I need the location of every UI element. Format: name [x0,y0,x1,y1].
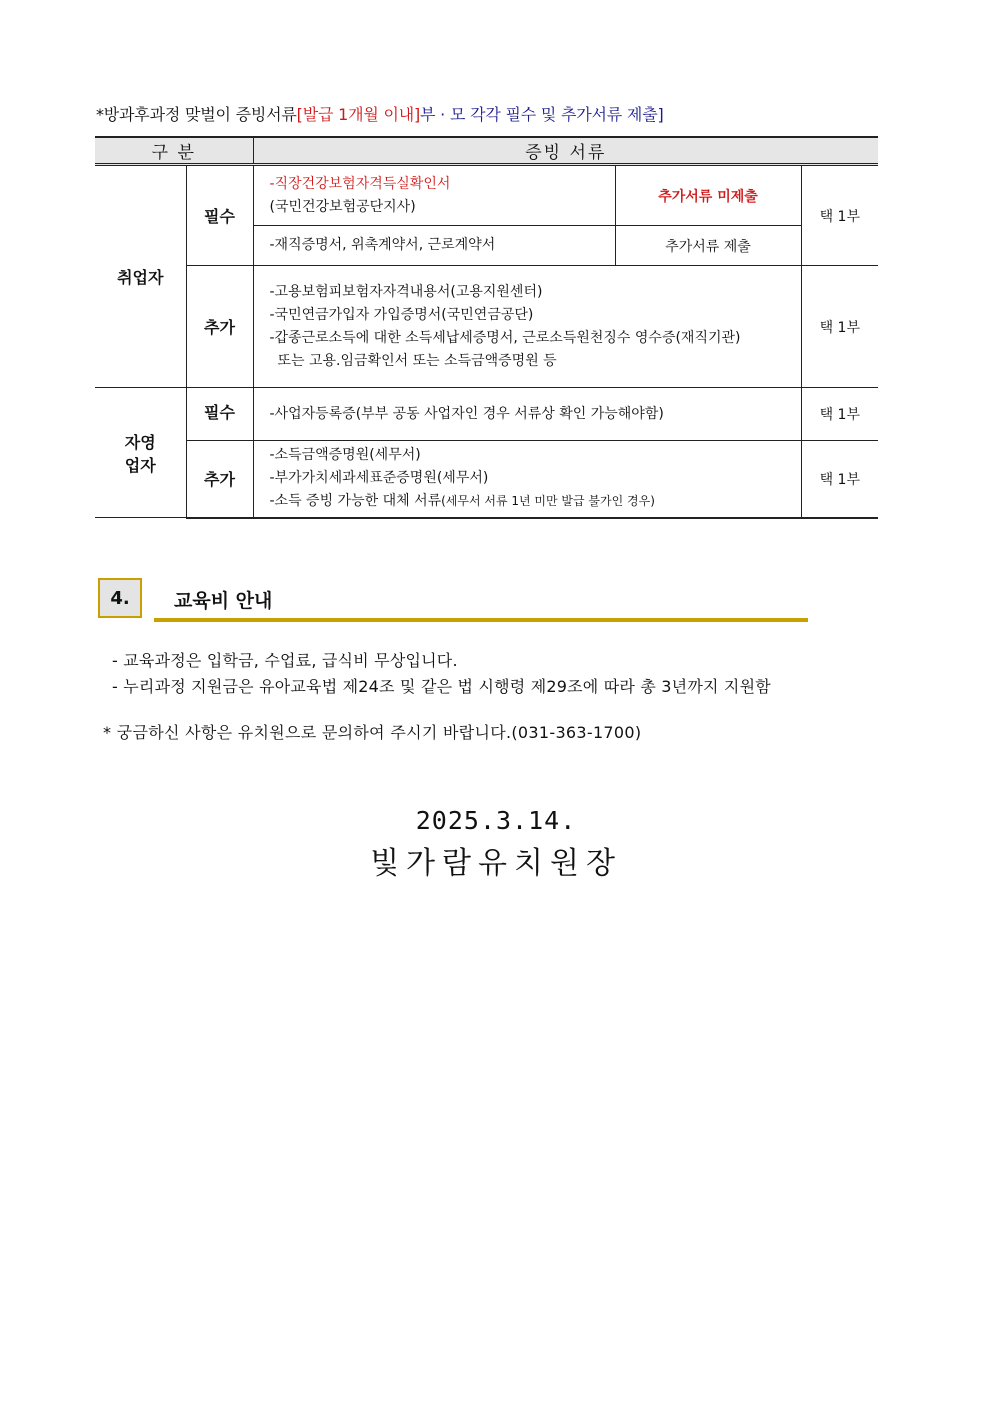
heading-issue-period: [발급 1개월 이내] [296,105,421,124]
employee-required-docs-2: -재직증명서, 위촉계약서, 근로계약서 [253,226,615,266]
employee-required-count: 택 1부 [801,165,878,266]
group-label-line: 자영 [124,432,156,452]
employee-group-label: 취업자 [95,165,186,388]
self-employed-extra-label: 추가 [186,441,253,518]
proof-documents-table [95,136,878,519]
table-row [95,266,878,388]
heading-requirement: 부 · 모 각각 필수 및 추가서류 제출] [420,105,664,124]
doc-line: -갑종근로소득에 대한 소득세납세증명서, 근로소득원천징수 영수증(재직기관) [269,329,741,346]
table-header-row [95,137,878,165]
document-date: 2025.3.14. [415,806,577,835]
employee-extra-label: 추가 [186,266,253,388]
section-number-badge: 4. [98,578,142,618]
doc-line: -국민연금가입자 가입증명서(국민연금공단) [269,306,534,323]
employee-note-no-extra: 추가서류 미제출 [615,165,801,226]
self-employed-group-label [95,388,186,518]
employee-required-docs-1 [253,165,615,226]
employee-note-with-extra: 추가서류 제출 [615,226,801,266]
self-employed-required-count: 택 1부 [801,388,878,441]
self-employed-required-label: 필수 [186,388,253,441]
doc-line: -직장건강보험자격득실확인서 [269,175,451,192]
section-title: 교육비 안내 [174,590,273,612]
list-item: - 교육과정은 입학금, 수업료, 급식비 무상입니다. [112,651,458,670]
doc-line: (국민건강보험공단지사) [269,198,416,215]
doc-line: -부가가치세과세표준증명원(세무서) [269,470,489,487]
header-category: 구 분 [95,137,253,165]
proof-documents-heading [96,102,664,125]
table-row [95,165,878,226]
inquiry-note: * 궁금하신 사항은 유치원으로 문의하여 주시기 바랍니다.(031-363-1700) [103,723,642,742]
doc-line [270,490,801,513]
doc-line: -소득금액증명원(세무서) [269,447,421,464]
heading-prefix: *방과후과정 맞벌이 증빙서류 [96,105,297,124]
doc-line: -고용보험피보험자자격내용서(고용지원센터) [269,283,543,300]
employee-extra-docs [253,266,801,388]
group-label-line: 업자 [124,455,156,475]
header-documents: 증빙 서류 [253,137,878,165]
employee-required-label: 필수 [186,165,253,266]
list-item: - 누리과정 지원금은 유아교육법 제24조 및 같은 법 시행령 제29조에 따라 총 3년까지 지원함 [112,677,771,696]
section-underline [154,618,808,622]
table-row [95,388,878,441]
doc-text: -소득 증빙 가능한 대체 서류 [269,493,442,510]
self-employed-extra-docs [253,441,801,518]
doc-line: 또는 고용.임금확인서 또는 소득금액증명원 등 [277,352,557,369]
doc-note-small: (세무서 서류 1년 미만 발급 불가인 경우) [441,494,655,509]
self-employed-extra-count: 택 1부 [801,441,878,518]
employee-extra-count: 택 1부 [801,266,878,388]
table-row [95,441,878,518]
signature-title: 빛가람유치원장 [370,846,622,881]
self-employed-required-docs: -사업자등록증(부부 공동 사업자인 경우 서류상 확인 가능해야함) [253,388,801,441]
tuition-info-list [112,648,771,700]
